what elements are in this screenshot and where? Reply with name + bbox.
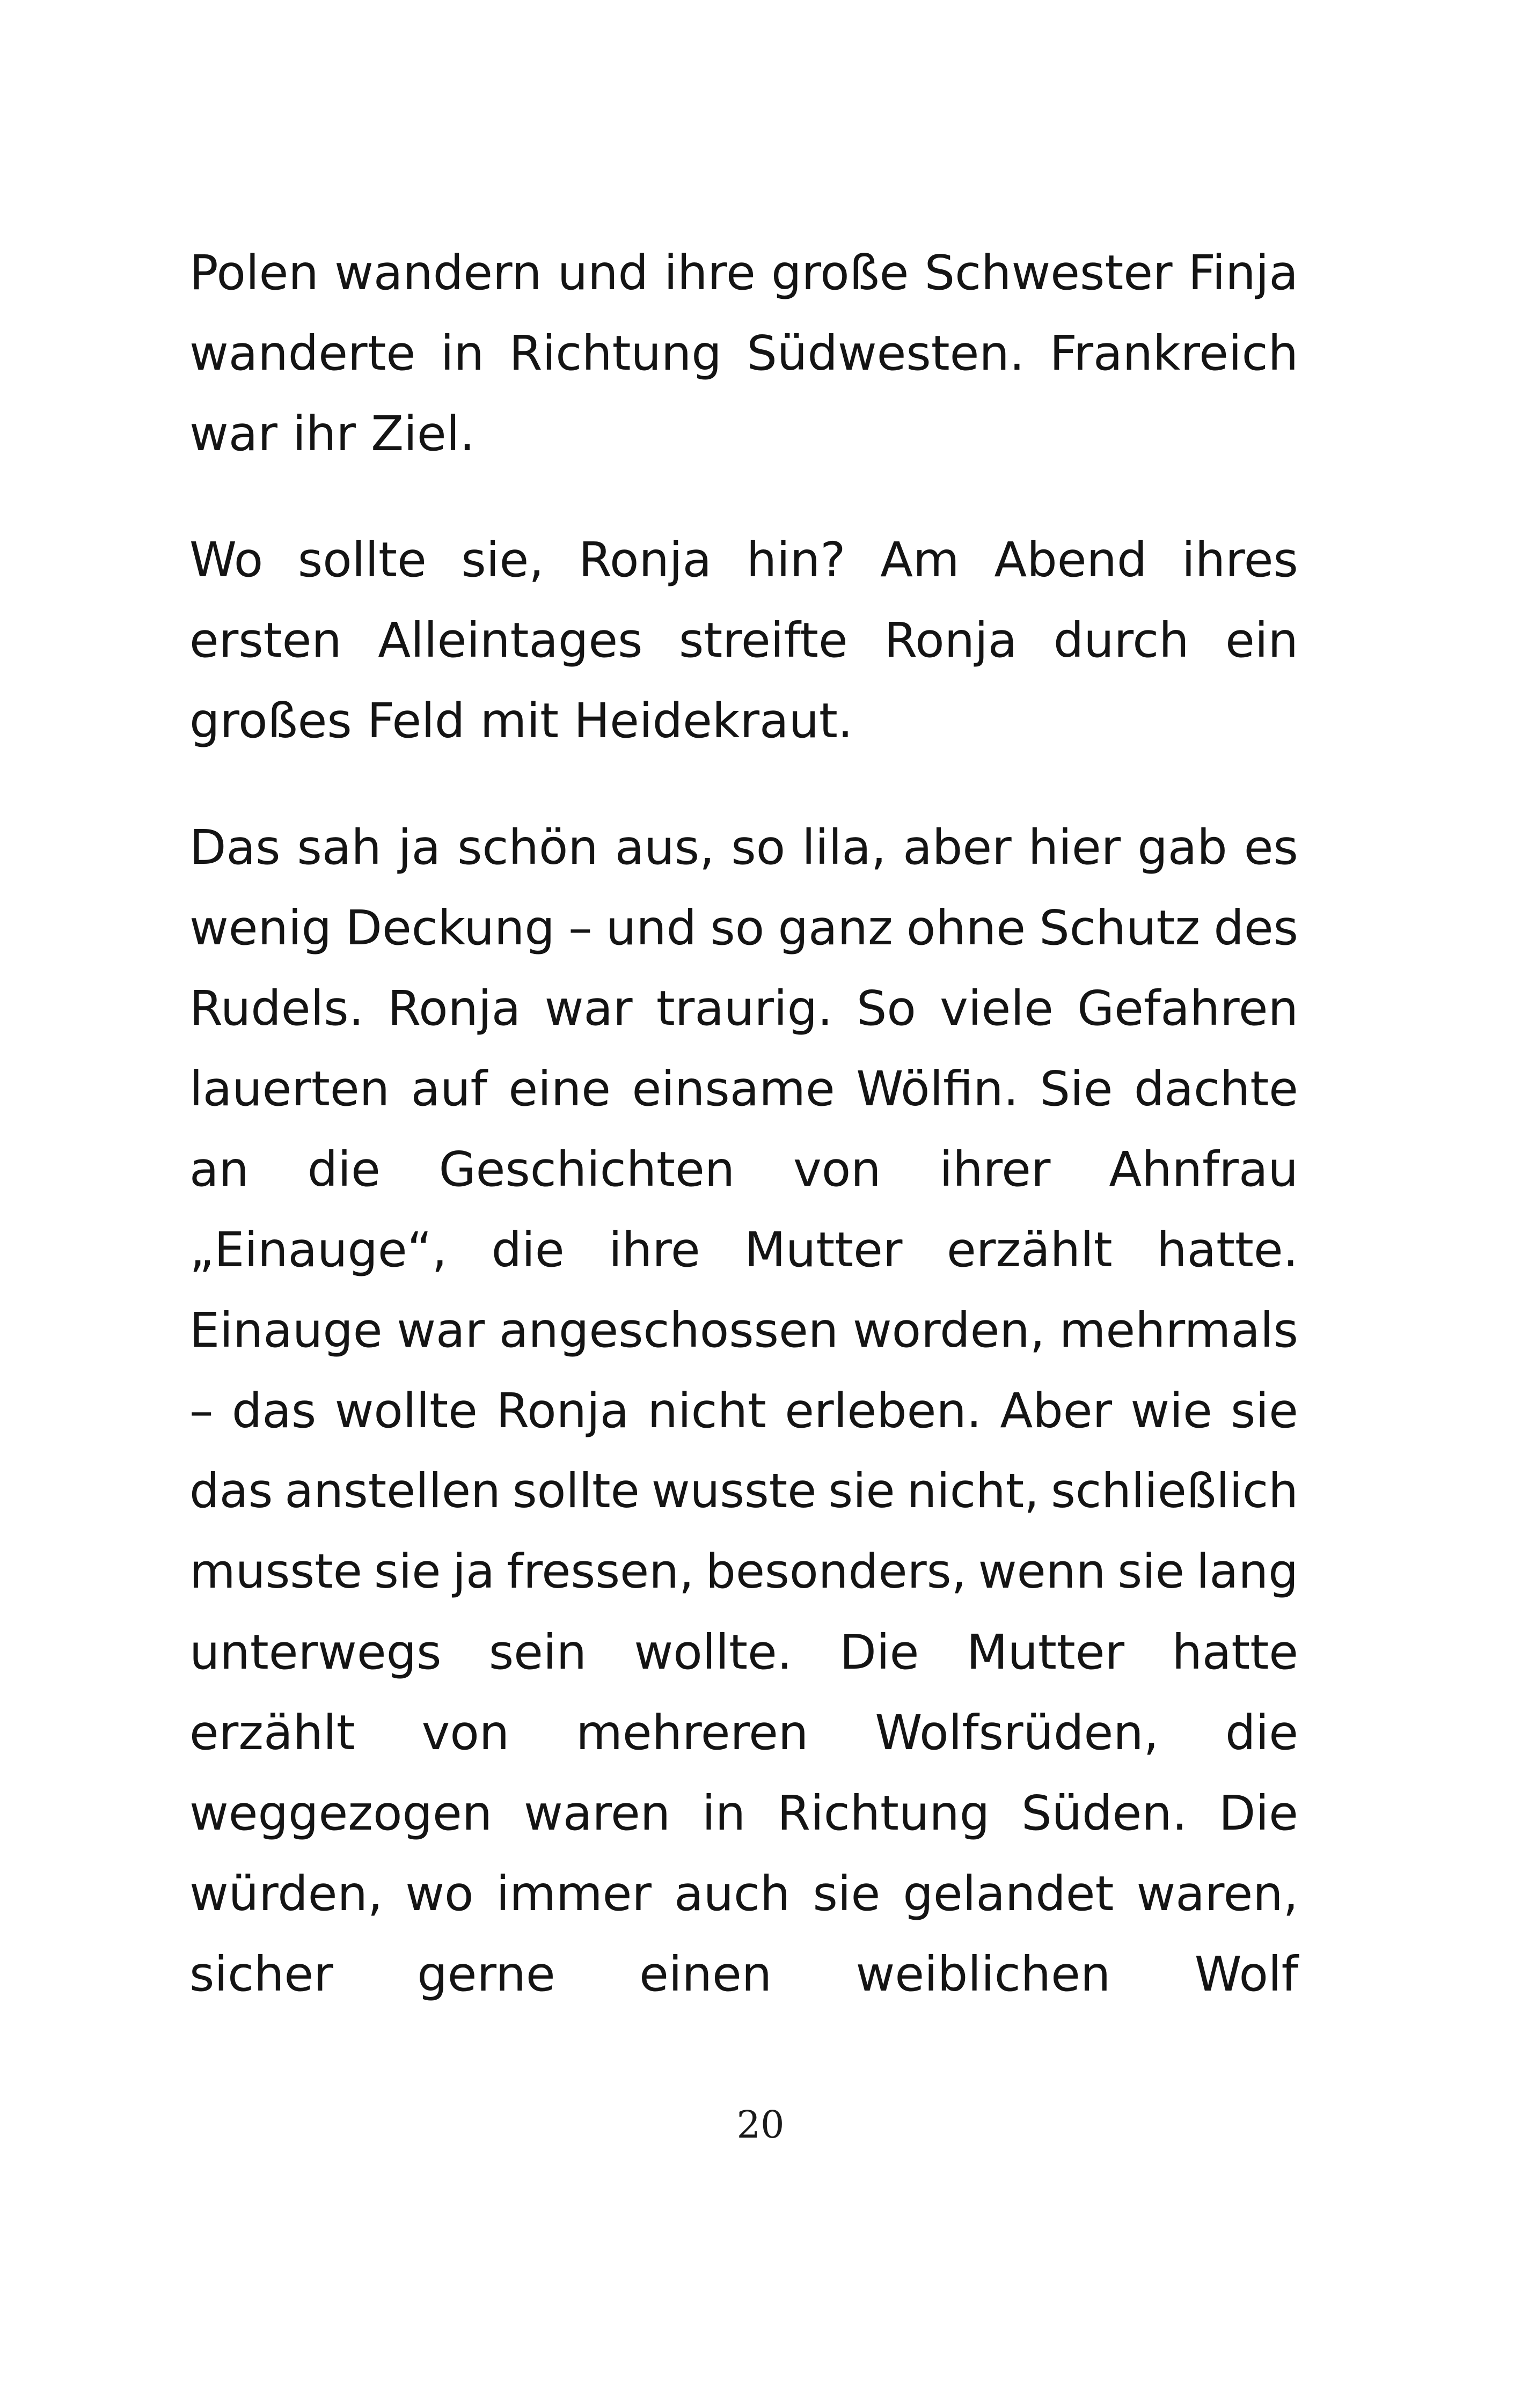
text-line: unterwegs sein wollte. Die Mutter hatte [189, 1624, 1298, 1680]
text-line: Polen wandern und ihre große Schwester Finja [189, 245, 1298, 300]
text-line: Das sah ja schön aus, so lila, aber hier gab es [189, 819, 1298, 875]
text-line: wenig Deckung – und so ganz ohne Schutz des [189, 900, 1298, 956]
text-line: ersten Alleintages streifte Ronja durch ein [189, 612, 1298, 668]
text-line: musste sie ja fressen, besonders, wenn sie lang [189, 1544, 1298, 1599]
text-line: war ihr Ziel. [189, 406, 475, 461]
text-line: sicher gerne einen weiblichen Wolf [189, 1946, 1298, 2002]
text-line: Wo sollte sie, Ronja hin? Am Abend ihres [189, 532, 1298, 588]
text-line: weggezogen waren in Richtung Süden. Die [189, 1785, 1298, 1841]
text-line: „Einauge“, die ihre Mutter erzählt hatte. [189, 1222, 1298, 1278]
text-line: – das wollte Ronja nicht erleben. Aber wie sie [189, 1383, 1298, 1438]
text-line: würden, wo immer auch sie gelandet waren, [189, 1866, 1298, 1921]
text-line: Rudels. Ronja war traurig. So viele Gefahren [189, 980, 1298, 1036]
text-line: großes Feld mit Heidekraut. [189, 693, 853, 748]
text-line: Einauge war angeschossen worden, mehrmals [189, 1302, 1298, 1358]
text-line: lauerten auf eine einsame Wölfin. Sie dachte [189, 1061, 1298, 1117]
text-line: erzählt von mehreren Wolfsrüden, die [189, 1705, 1298, 1760]
text-line: an die Geschichten von ihrer Ahnfrau [189, 1141, 1298, 1197]
text-line: wanderte in Richtung Südwesten. Frankreich [189, 325, 1298, 381]
page-number: 20 [736, 2103, 785, 2147]
text-line: das anstellen sollte wusste sie nicht, schließlich [189, 1463, 1298, 1518]
